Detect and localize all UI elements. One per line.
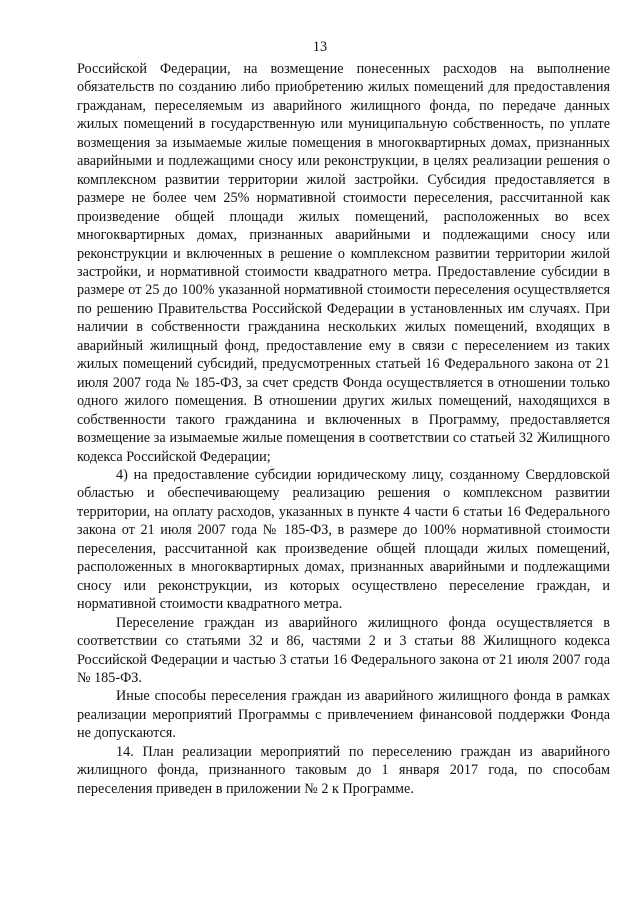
paragraph-resettlement-basis: Переселение граждан из аварийного жилищного фонда осуществляется в соответствии со статьями 32 и 86, частями 2 и 3 статьи 88 Жилищного кодекса Российской Федерации и частью 3 статьи 16 Федерального закона от 21 июля 2007 года № 185-ФЗ.	[77, 614, 610, 686]
document-body	[77, 60, 610, 798]
paragraph-other-methods: Иные способы переселения граждан из аварийного жилищного фонда в рамках реализации мероприятий Программы с привлечением финансовой поддержки Фонда не допускаются.	[77, 688, 610, 742]
paragraph-continuation: Российской Федерации, на возмещение понесенных расходов на выполнение обязательств по созданию либо приобретению жилых помещений для предоставления гражданам, переселяемым из аварийного жилищного фонда, по передаче данных жилых помещений в государственную или муниципальную собственность, по уплате возмещения за изымаемые жилые помещения в многоквартирных домах, признанных аварийными и подлежащими сносу или реконструкции, в целях реализации решения о комплексном развитии территории жилой застройки. Субсидия предоставляется в размере не более чем 25% нормативной стоимости переселения, рассчитанной как произведение общей площади жилых помещений, расположенных во всех многоквартирных домах, признанных аварийными и подлежащими сносу или реконструкции и включенных в решение о комплексном развитии территории жилой застройки, и нормативной стоимости квадратного метра. Предоставление субсидии в размере от 25 до 100% указанной нормативной стоимости переселения осуществляется по решению Правительства Российской Федерации в установленных им случаях. При наличии в собственности гражданина нескольких жилых помещений, входящих в аварийный жилищный фонд, предоставление ему в связи с переселением из таких жилых помещений субсидий, предусмотренных статьей 16 Федерального закона от 21 июля 2007 года № 185-ФЗ, за счет средств Фонда осуществляется в отношении только одного жилого помещения. В отношении других жилых помещений, находящихся в собственности такого гражданина и включенных в Программу, предоставляется возмещение за изымаемые жилые помещения в соответствии со статьей 32 Жилищного кодекса Российской Федерации;	[77, 61, 610, 465]
page-number: 13	[312, 39, 328, 55]
paragraph-item-4: 4) на предоставление субсидии юридическому лицу, созданному Свердловской областью и обеспечивающему реализацию решения о комплексном развитии территории, на оплату расходов, указанных в пункте 4 части 6 статьи 16 Федерального закона от 21 июля 2007 года № 185-ФЗ, в размере до 100% нормативной стоимости переселения, рассчитанной как произведение общей площади жилых помещений, расположенных в многоквартирных домах, признанных аварийными и подлежащими сносу или реконструкции, из которых осуществлено переселение граждан, и нормативной стоимости квадратного метра.	[77, 466, 610, 613]
paragraph-section-14: 14. План реализации мероприятий по переселению граждан из аварийного жилищного фонда, признанного таковым до 1 января 2017 года, по способам переселения приведен в приложении № 2 к Программе.	[77, 743, 610, 797]
